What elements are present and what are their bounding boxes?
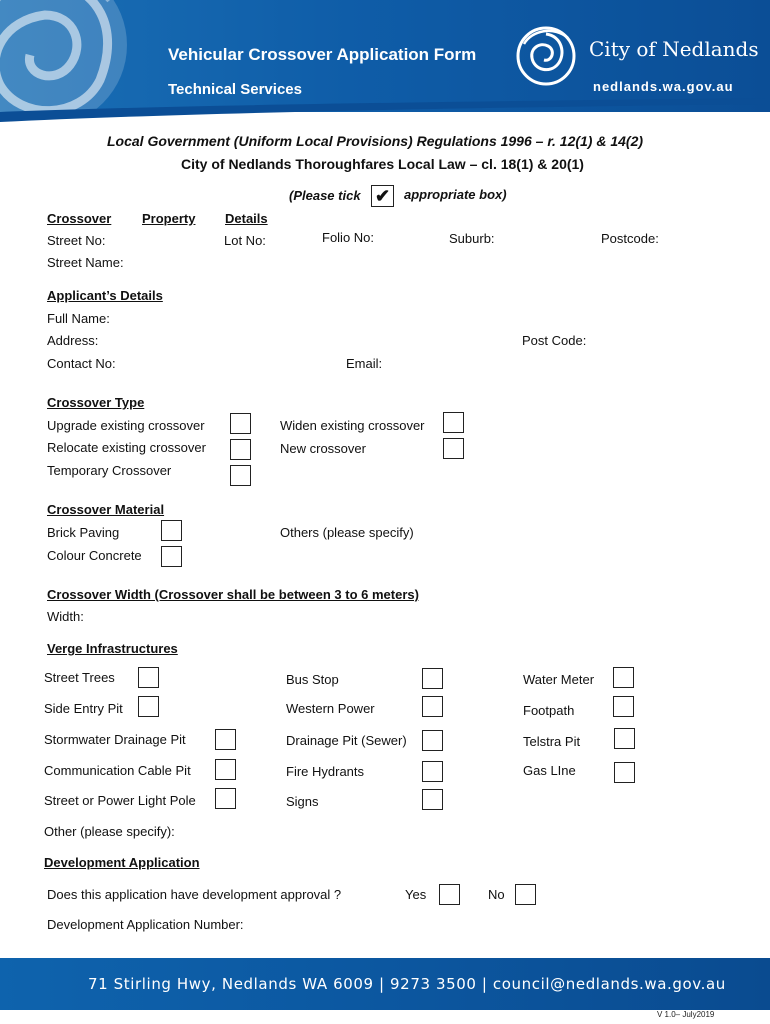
brick-checkbox[interactable] — [161, 520, 182, 541]
concrete-label: Colour Concrete — [47, 548, 142, 563]
no-label: No — [488, 887, 505, 902]
full-name-label: Full Name: — [47, 311, 110, 326]
applicant-heading: Applicant’s Details — [47, 288, 163, 303]
org-website: nedlands.wa.gov.au — [593, 79, 734, 94]
development-heading: Development Application — [44, 855, 200, 870]
fire-hydrants-label: Fire Hydrants — [286, 764, 365, 779]
side-entry-pit-checkbox[interactable] — [138, 696, 159, 717]
brick-label: Brick Paving — [47, 525, 120, 540]
comm-pit-label: Communication Cable Pit — [44, 763, 191, 778]
water-meter-label: Water Meter — [523, 672, 595, 687]
street-trees-checkbox[interactable] — [138, 667, 159, 688]
contact-no-label: Contact No: — [47, 356, 116, 371]
width-heading: Crossover Width (Crossover shall be between 3 to 6 meters) — [47, 587, 419, 602]
relocate-checkbox[interactable] — [230, 439, 251, 460]
new-crossover-checkbox[interactable] — [443, 438, 464, 459]
bus-stop-checkbox[interactable] — [422, 668, 443, 689]
footpath-checkbox[interactable] — [613, 696, 634, 717]
temporary-checkbox[interactable] — [230, 465, 251, 486]
street-name-label: Street Name: — [47, 255, 124, 270]
signs-checkbox[interactable] — [422, 789, 443, 810]
development-question: Does this application have development approval ? — [47, 887, 342, 902]
comm-pit-checkbox[interactable] — [215, 759, 236, 780]
western-power-checkbox[interactable] — [422, 696, 443, 717]
gas-line-label: Gas LIne — [523, 763, 576, 778]
upgrade-label: Upgrade existing crossover — [47, 418, 205, 433]
temporary-label: Temporary Crossover — [47, 463, 172, 478]
development-number-label: Development Application Number: — [47, 917, 244, 932]
telstra-pit-checkbox[interactable] — [614, 728, 635, 749]
telstra-pit-label: Telstra Pit — [523, 734, 581, 749]
address-label: Address: — [47, 333, 99, 348]
material-heading: Crossover Material — [47, 502, 165, 517]
crossover-type-heading: Crossover Type — [47, 395, 145, 410]
verge-other-label: Other (please specify): — [44, 824, 175, 839]
side-entry-pit-label: Side Entry Pit — [44, 701, 123, 716]
tick-example-checkbox: ✔ — [371, 185, 394, 207]
water-meter-checkbox[interactable] — [613, 667, 634, 688]
yes-checkbox[interactable] — [439, 884, 460, 905]
property-heading-property: Property — [142, 211, 196, 226]
drainage-sewer-checkbox[interactable] — [422, 730, 443, 751]
postcode-label: Postcode: — [601, 231, 659, 246]
version-label: V 1.0– July2019 — [657, 1010, 715, 1019]
form-title: Vehicular Crossover Application Form — [168, 45, 477, 64]
nedlands-logo-icon — [514, 24, 582, 88]
stormwater-pit-label: Stormwater Drainage Pit — [44, 732, 186, 747]
relocate-label: Relocate existing crossover — [47, 440, 206, 455]
width-label: Width: — [47, 609, 84, 624]
tick-note-before: (Please tick — [289, 188, 361, 203]
western-power-label: Western Power — [286, 701, 375, 716]
footpath-label: Footpath — [523, 703, 575, 718]
suburb-label: Suburb: — [449, 231, 495, 246]
widen-checkbox[interactable] — [443, 412, 464, 433]
concrete-checkbox[interactable] — [161, 546, 182, 567]
folio-no-label: Folio No: — [322, 230, 375, 245]
light-pole-checkbox[interactable] — [215, 788, 236, 809]
property-heading-details: Details — [225, 211, 268, 226]
header-wave-icon — [0, 98, 770, 128]
others-material-label: Others (please specify) — [280, 525, 414, 540]
widen-label: Widen existing crossover — [280, 418, 425, 433]
lot-no-label: Lot No: — [224, 233, 266, 248]
new-crossover-label: New crossover — [280, 441, 366, 456]
org-name: City of Nedlands — [589, 37, 759, 61]
property-heading-crossover: Crossover — [47, 211, 112, 226]
light-pole-label: Street or Power Light Pole — [44, 793, 196, 808]
bus-stop-label: Bus Stop — [286, 672, 339, 687]
street-no-label: Street No: — [47, 233, 106, 248]
form-subtitle: Technical Services — [168, 81, 302, 98]
regulation-line-1: Local Government (Uniform Local Provisions) Regulations 1996 – r. 12(1) & 14(2) — [107, 133, 644, 149]
signs-label: Signs — [286, 794, 319, 809]
email-label: Email: — [346, 356, 383, 371]
yes-label: Yes — [405, 887, 427, 902]
fire-hydrants-checkbox[interactable] — [422, 761, 443, 782]
gas-line-checkbox[interactable] — [614, 762, 635, 783]
footer-contact: 71 Stirling Hwy, Nedlands WA 6009 | 9273 3500 | council@nedlands.wa.gov.au — [88, 975, 726, 993]
regulation-line-2: City of Nedlands Thoroughfares Local Law – cl. 18(1) & 20(1) — [181, 156, 584, 172]
no-checkbox[interactable] — [515, 884, 536, 905]
street-trees-label: Street Trees — [44, 670, 115, 685]
upgrade-checkbox[interactable] — [230, 413, 251, 434]
stormwater-pit-checkbox[interactable] — [215, 729, 236, 750]
drainage-sewer-label: Drainage Pit (Sewer) — [286, 733, 407, 748]
post-code-label: Post Code: — [522, 333, 587, 348]
verge-heading: Verge Infrastructures — [47, 641, 178, 656]
tick-note-after: appropriate box) — [404, 187, 507, 202]
